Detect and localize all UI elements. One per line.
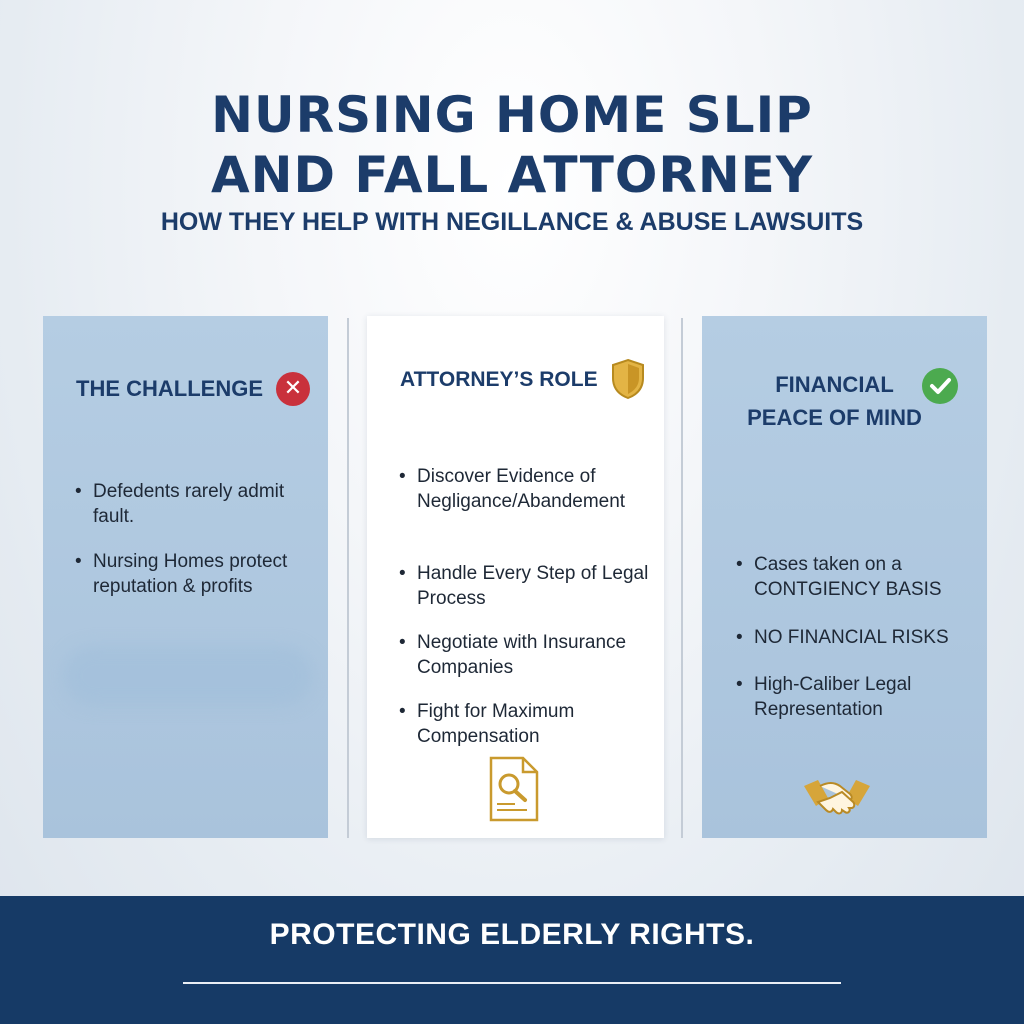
list-item: • Negotiate with Insurance Companies bbox=[399, 630, 659, 680]
decorative-blur bbox=[63, 646, 313, 706]
attorney-role-heading: ATTORNEY’S ROLE bbox=[400, 368, 598, 391]
list-item: • Nursing Homes protect reputation & profits bbox=[75, 549, 320, 599]
financial-heading-line-1: FINANCIAL bbox=[775, 372, 894, 397]
column-divider-right bbox=[681, 318, 683, 838]
page-title-line-1: NURSING HOME SLIP bbox=[211, 86, 813, 144]
footer-slogan: PROTECTING ELDERLY RIGHTS. bbox=[269, 918, 755, 951]
list-item: • Discover Evidence of Negligance/Abandement bbox=[399, 464, 659, 514]
attorney-role-bullet-list bbox=[399, 464, 659, 749]
list-item: • NO FINANCIAL RISKS bbox=[736, 625, 981, 650]
list-item: • Defedents rarely admit fault. bbox=[75, 479, 320, 529]
x-circle-icon: ✕ bbox=[276, 372, 310, 406]
handshake-icon bbox=[802, 772, 872, 822]
list-item: • Cases taken on a CONTGIENCY BASIS bbox=[736, 552, 981, 602]
column-divider-left bbox=[347, 318, 349, 838]
check-circle-icon bbox=[922, 368, 958, 404]
financial-heading-line-2: PEACE OF MIND bbox=[747, 405, 922, 430]
challenge-heading: THE CHALLENGE bbox=[76, 376, 263, 401]
footer-banner bbox=[0, 896, 1024, 1024]
document-search-icon bbox=[487, 754, 541, 824]
attorney-role-panel bbox=[367, 316, 664, 838]
list-item: • High-Caliber Legal Representation bbox=[736, 672, 981, 722]
financial-bullet-list bbox=[736, 552, 981, 722]
footer-divider bbox=[183, 982, 841, 984]
financial-panel bbox=[702, 316, 987, 838]
shield-icon bbox=[610, 358, 646, 400]
page-subtitle: HOW THEY HELP WITH NEGILLANCE & ABUSE LAWSUITS bbox=[160, 208, 864, 236]
list-item: • Fight for Maximum Compensation bbox=[399, 699, 659, 749]
challenge-bullet-list bbox=[75, 479, 320, 619]
list-item: • Handle Every Step of Legal Process bbox=[399, 561, 659, 611]
page-title-line-2: AND FALL ATTORNEY bbox=[210, 146, 814, 204]
challenge-panel bbox=[43, 316, 328, 838]
